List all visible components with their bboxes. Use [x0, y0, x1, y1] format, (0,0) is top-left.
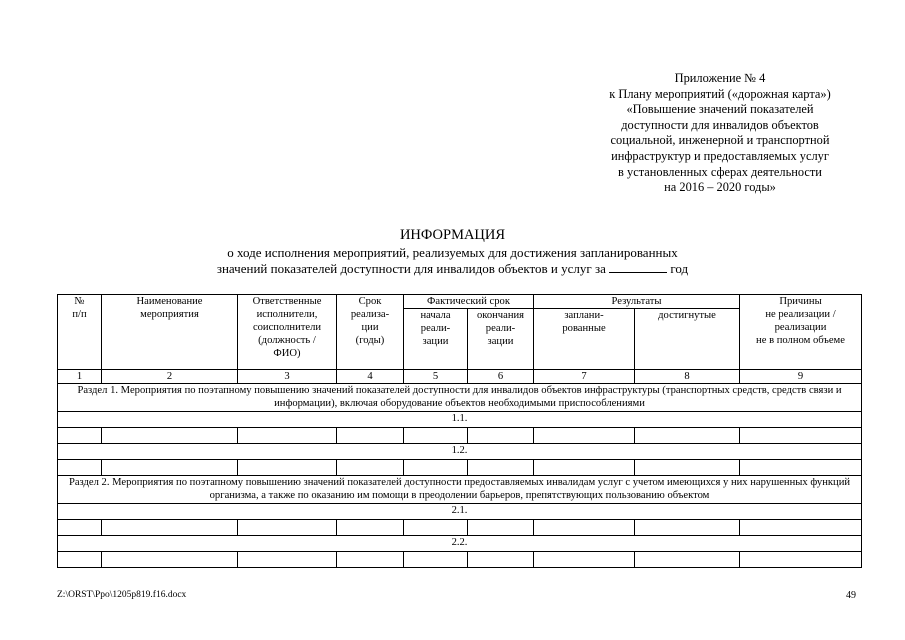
- empty-cell: [635, 520, 740, 536]
- empty-cell: [534, 428, 635, 444]
- section-1-title: Раздел 1. Мероприятия по поэтапному повышению значений показателей доступности для инвалидов объектов инфраструктуры (транспортных средств, средств связи и информации), включая оборудование объектов необходимыми приспособлениями: [58, 384, 862, 412]
- document-subtitle: [0, 245, 905, 276]
- empty-cell: [102, 428, 238, 444]
- appendix-line: в установленных сферах деятельности: [618, 164, 822, 179]
- empty-cell: [740, 552, 862, 568]
- appendix-line: социальной, инженерной и транспортной: [610, 133, 830, 148]
- empty-cell: [238, 460, 337, 476]
- subtitle-line-2-prefix: значений показателей доступности для инвалидов объектов и услуг за: [216, 260, 606, 276]
- empty-cell: [238, 552, 337, 568]
- column-numbers-row: [58, 370, 862, 384]
- header-name: Наименование мероприятия: [102, 295, 238, 370]
- section-1-row: [58, 384, 862, 412]
- column-number: 8: [635, 370, 740, 384]
- empty-cell: [58, 460, 102, 476]
- appendix-line: к Плану мероприятий («дорожная карта»): [609, 86, 831, 101]
- column-number: 6: [468, 370, 534, 384]
- row-number: 1.1.: [58, 412, 862, 428]
- column-number: 7: [534, 370, 635, 384]
- empty-cell: [404, 552, 468, 568]
- empty-cell: [404, 520, 468, 536]
- empty-cell: [740, 428, 862, 444]
- table-row: [58, 428, 862, 444]
- header-results-group: Результаты: [534, 295, 740, 309]
- appendix-line: доступности для инвалидов объектов: [621, 117, 819, 132]
- subtitle-line-1: о ходе исполнения мероприятий, реализуемых для достижения запланированных: [227, 245, 678, 260]
- header-actual-end: окончания реали- зации: [468, 309, 534, 370]
- section-2-row: [58, 476, 862, 504]
- empty-cell: [740, 460, 862, 476]
- header-planned: заплани- рованные: [534, 309, 635, 370]
- empty-cell: [534, 552, 635, 568]
- column-number: 4: [337, 370, 404, 384]
- column-number: 3: [238, 370, 337, 384]
- empty-cell: [468, 460, 534, 476]
- appendix-header: [572, 71, 868, 196]
- empty-cell: [534, 460, 635, 476]
- table-row: [58, 504, 862, 520]
- report-table: [57, 294, 862, 568]
- table-row: [58, 460, 862, 476]
- empty-cell: [238, 520, 337, 536]
- row-number: 2.1.: [58, 504, 862, 520]
- empty-cell: [337, 460, 404, 476]
- table-row: [58, 520, 862, 536]
- footer-page-number: 49: [846, 590, 856, 601]
- appendix-line: на 2016 – 2020 годы»: [664, 180, 776, 195]
- empty-cell: [740, 520, 862, 536]
- subtitle-line-2: [0, 261, 905, 277]
- empty-cell: [468, 428, 534, 444]
- empty-cell: [534, 520, 635, 536]
- column-number: 2: [102, 370, 238, 384]
- document-title: ИНФОРМАЦИЯ: [399, 227, 506, 243]
- empty-cell: [404, 428, 468, 444]
- subtitle-line-2-suffix: год: [670, 260, 689, 276]
- table-row: [58, 536, 862, 552]
- header-term: Срок реализа- ции (годы): [337, 295, 404, 370]
- empty-cell: [102, 520, 238, 536]
- empty-cell: [635, 460, 740, 476]
- table-row: [58, 444, 862, 460]
- header-reasons: Причины не реализации / реализации не в полном объеме: [740, 295, 862, 370]
- empty-cell: [635, 428, 740, 444]
- header-actual-start: начала реали- зации: [404, 309, 468, 370]
- column-number: 1: [58, 370, 102, 384]
- empty-cell: [58, 552, 102, 568]
- empty-cell: [102, 552, 238, 568]
- header-achieved: достигнутые: [635, 309, 740, 370]
- empty-cell: [58, 428, 102, 444]
- column-number: 9: [740, 370, 862, 384]
- empty-cell: [468, 552, 534, 568]
- header-actual-group: Фактический срок: [404, 295, 534, 309]
- table-row: [58, 412, 862, 428]
- empty-cell: [404, 460, 468, 476]
- empty-cell: [58, 520, 102, 536]
- empty-cell: [337, 428, 404, 444]
- header-responsible: Ответственные исполнители, соисполнители (должность / ФИО): [238, 295, 337, 370]
- footer-file-path: Z:\ORST\Ppo\1205p819.f16.docx: [57, 590, 187, 600]
- empty-cell: [238, 428, 337, 444]
- column-number: 5: [404, 370, 468, 384]
- year-blank-field: [609, 261, 667, 273]
- empty-cell: [337, 520, 404, 536]
- empty-cell: [635, 552, 740, 568]
- appendix-line: Приложение № 4: [674, 71, 766, 85]
- empty-cell: [337, 552, 404, 568]
- section-2-title: Раздел 2. Мероприятия по поэтапному повышению значений показателей доступности предоставляемых инвалидам услуг с учетом имеющихся у них нарушенных функций организма, а также по оказанию им помощи в преодолении барьеров, препятствующих пользованию объектом: [58, 476, 862, 504]
- row-number: 1.2.: [58, 444, 862, 460]
- header-num: № п/п: [58, 295, 102, 370]
- table-row: [58, 552, 862, 568]
- empty-cell: [102, 460, 238, 476]
- row-number: 2.2.: [58, 536, 862, 552]
- appendix-line: «Повышение значений показателей: [626, 102, 814, 117]
- empty-cell: [468, 520, 534, 536]
- appendix-line: инфраструктур и предоставляемых услуг: [611, 148, 829, 163]
